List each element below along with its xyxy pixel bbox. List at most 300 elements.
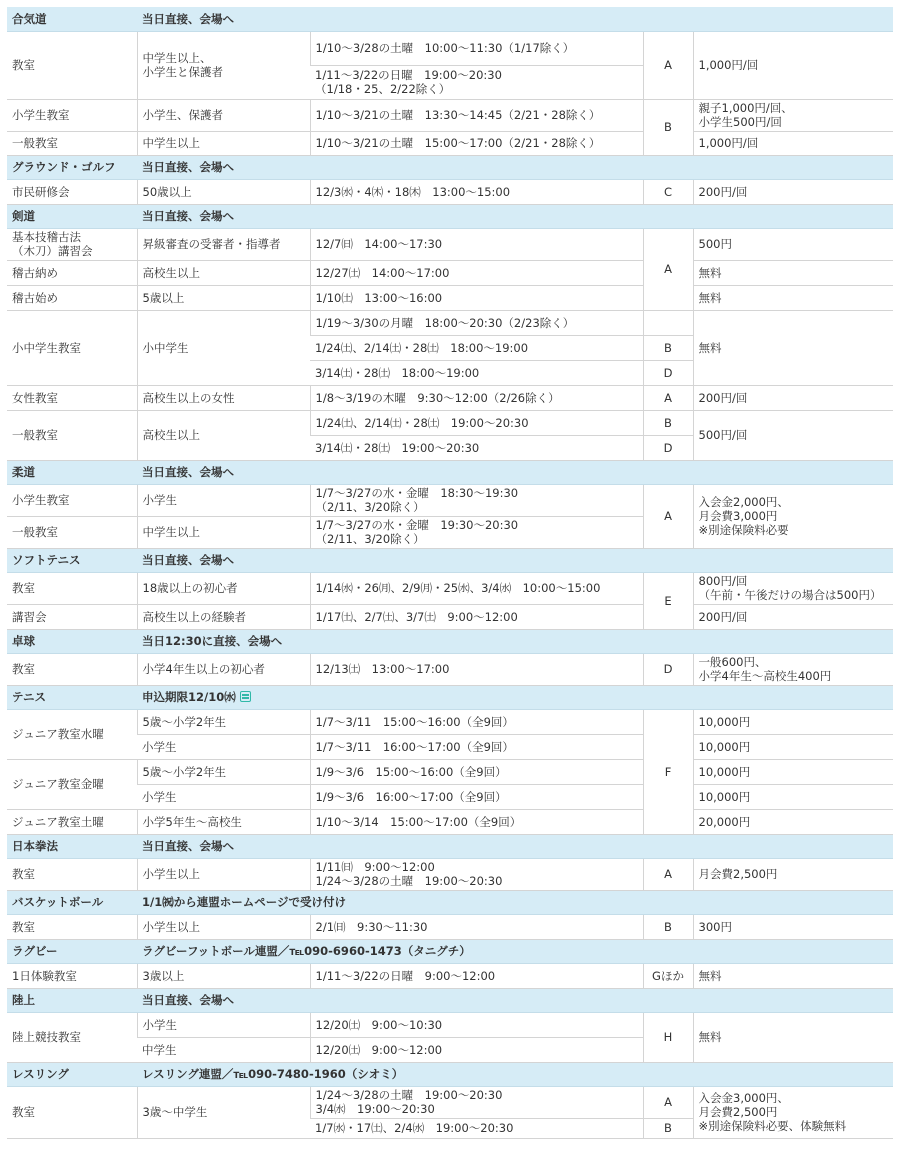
cell-text: 1/7～3/11 15:00～16:00（全9回） [315, 714, 514, 729]
table-cell [310, 759, 643, 784]
cell-text: 稽古納め [12, 265, 58, 280]
cell-text: B [664, 120, 672, 134]
cell-text: 当日直接、会場へ [142, 160, 234, 174]
section-title [7, 7, 137, 31]
cell-text: A [664, 509, 672, 523]
section-info [137, 834, 893, 858]
section-header-row [7, 204, 893, 228]
section-header-row [7, 629, 893, 653]
cell-text: 陸上競技教室 [12, 1030, 81, 1044]
cell-text: 1/7～3/27の水・金曜 19:30～20:30 [315, 518, 519, 532]
cell-text: 1/24～3/28の土曜 19:00～20:30 [315, 1088, 503, 1102]
table-cell [643, 228, 693, 310]
cell-text: 12/27㈯ 14:00～17:00 [315, 265, 450, 280]
table-row [7, 709, 893, 734]
table-cell [310, 572, 643, 604]
cell-text: 1/11～3/22の日曜 9:00～12:00 [315, 968, 496, 983]
table-cell [310, 435, 643, 460]
cell-text: B [664, 340, 672, 355]
cell-text: 1/19～3/30の月曜 18:00～20:30（2/23除く） [315, 315, 575, 330]
cell-text: D [663, 662, 673, 676]
cell-text: 当日直接、会場へ [142, 465, 234, 479]
cell-text: A [664, 867, 672, 881]
table-row [7, 285, 893, 310]
table-cell [137, 310, 310, 385]
table-row [7, 1012, 893, 1037]
table-cell [643, 858, 693, 890]
table-row [7, 1086, 893, 1118]
section-header-row [7, 685, 893, 709]
section-info [137, 155, 893, 179]
cell-text: 200円/回 [698, 184, 748, 199]
table-cell [310, 65, 643, 99]
table-cell [693, 963, 893, 988]
cell-text: 講習会 [12, 609, 47, 624]
section-info [137, 629, 893, 653]
cell-text: 12/3㈬・4㈭・18㈭ 13:00～15:00 [315, 184, 511, 199]
cell-text: 教室 [12, 1105, 35, 1119]
table-cell [693, 604, 893, 629]
cell-text: 月会費2,500円 [698, 867, 778, 881]
table-cell [310, 131, 643, 155]
cell-text: ラグビーフットボール連盟／℡090-6960-1473（タニグチ） [142, 944, 471, 958]
cell-text: 合気道 [12, 11, 47, 26]
section-info [137, 7, 893, 31]
cell-text: 20,000円 [698, 814, 751, 829]
table-cell [693, 179, 893, 204]
cell-text: 5歳～小学2年生 [142, 764, 227, 779]
section-header-row [7, 939, 893, 963]
table-cell [137, 963, 310, 988]
table-cell [137, 1012, 310, 1037]
cell-text: 月会費3,000円 [698, 509, 778, 523]
cell-text: 1/24㈯、2/14㈯・28㈯ 19:00～20:30 [315, 415, 529, 430]
cell-text: ジュニア教室金曜 [12, 777, 104, 791]
cell-text: 小学生 [142, 789, 177, 804]
table-cell [310, 335, 643, 360]
cell-text: 1/24㈯、2/14㈯・28㈯ 18:00～19:00 [315, 340, 529, 355]
table-cell [643, 31, 693, 99]
cell-text: B [664, 919, 672, 934]
cell-text: 1/1㈷から連盟ホームページで受け付け [142, 895, 346, 909]
cell-text: 3/14㈯・28㈯ 19:00～20:30 [315, 440, 480, 455]
cell-text: 中学生 [142, 1042, 177, 1057]
cell-text: B [664, 415, 672, 430]
cell-text: 1,000円/回 [698, 136, 759, 150]
cell-text: 1/10～3/21の土曜 15:00～17:00（2/21・28除く） [315, 136, 601, 150]
table-cell [137, 131, 310, 155]
table-cell [137, 179, 310, 204]
section-header-row [7, 988, 893, 1012]
table-cell [643, 653, 693, 685]
section-header-row [7, 834, 893, 858]
cell-text: （2/11、3/20除く） [315, 532, 425, 546]
cell-text: 陸上 [12, 993, 35, 1007]
cell-text: 剣道 [12, 209, 35, 223]
cell-text: C [663, 184, 673, 199]
cell-text: 教室 [12, 58, 35, 72]
cell-text: 中学生以上 [142, 525, 200, 539]
table-cell [643, 572, 693, 629]
cell-text: 小学4年生以上の初心者 [142, 662, 265, 676]
cell-text: 1/17㈯、2/7㈯、3/7㈯ 9:00～12:00 [315, 609, 518, 624]
table-cell [7, 516, 137, 548]
table-cell [7, 709, 137, 759]
cell-text: 女性教室 [12, 390, 58, 405]
table-cell [693, 410, 893, 460]
cell-text: 無料 [698, 265, 722, 280]
table-row [7, 858, 893, 890]
table-cell [310, 1012, 643, 1037]
cell-text: 500円/回 [698, 428, 748, 442]
cell-text: 1/7㈬・17㈯、2/4㈬ 19:00～20:30 [315, 1121, 514, 1135]
table-cell [137, 516, 310, 548]
table-cell [310, 963, 643, 988]
table-cell [310, 31, 643, 65]
table-cell [310, 179, 643, 204]
table-cell [137, 1086, 310, 1138]
cell-text: 一般教室 [12, 525, 58, 539]
cell-text: 12/20㈯ 9:00～12:00 [315, 1042, 443, 1057]
table-cell [310, 385, 643, 410]
cell-text: 柔道 [12, 465, 35, 479]
cell-text: ソフトテニス [12, 553, 81, 567]
cell-text: 無料 [698, 968, 722, 983]
cell-text: ※別途保険料必要、体験無料 [698, 1119, 847, 1133]
table-row [7, 734, 893, 759]
cell-text: 教室 [12, 581, 35, 595]
cell-text: 800円/回 [698, 574, 748, 588]
table-cell [137, 31, 310, 99]
table-cell [643, 310, 693, 335]
section-title [7, 890, 137, 914]
table-cell [643, 410, 693, 435]
table-cell [7, 1012, 137, 1062]
cell-text: 5歳以上 [142, 290, 185, 305]
table-cell [7, 179, 137, 204]
table-cell [7, 285, 137, 310]
cell-text: 1日体験教室 [12, 968, 77, 983]
cell-text: レスリング連盟／℡090-7480-1960（シオミ） [142, 1067, 404, 1081]
cell-text: 小学生以上 [142, 867, 200, 881]
table-row [7, 809, 893, 834]
cell-text: 昇級審査の受審者・指導者 [142, 237, 281, 251]
table-cell [7, 963, 137, 988]
cell-text: H [663, 1030, 673, 1044]
table-cell [310, 1118, 643, 1138]
section-title [7, 834, 137, 858]
cell-text: 1,000円/回 [698, 58, 759, 72]
table-row [7, 179, 893, 204]
table-cell [643, 1086, 693, 1118]
cell-text: 3歳～中学生 [142, 1105, 208, 1119]
cell-text: 月会費2,500円 [698, 1105, 778, 1119]
table-cell [7, 260, 137, 285]
section-title [7, 988, 137, 1012]
table-cell [693, 858, 893, 890]
table-cell [137, 709, 310, 734]
table-cell [137, 653, 310, 685]
table-cell [310, 734, 643, 759]
table-cell [137, 604, 310, 629]
table-cell [137, 228, 310, 260]
cell-text: A [664, 390, 672, 405]
cell-text: 教室 [12, 662, 35, 676]
cell-text: 10,000円 [698, 764, 751, 779]
table-cell [7, 99, 137, 131]
cell-text: 一般600円、 [698, 655, 767, 669]
cell-text: 10,000円 [698, 739, 751, 754]
cell-text: レスリング [12, 1067, 69, 1081]
table-cell [7, 385, 137, 410]
cell-text: グラウンド・ゴルフ [12, 160, 116, 174]
cell-text: B [664, 1121, 672, 1135]
table-cell [310, 1037, 643, 1062]
cell-text: 稽古始め [12, 290, 58, 305]
cell-text: 申込期限12/10㈬ [142, 690, 236, 704]
table-cell [693, 759, 893, 784]
table-cell [310, 914, 643, 939]
table-cell [7, 572, 137, 604]
cell-text: （1/18・25、2/22除く） [315, 82, 451, 96]
section-info [137, 460, 893, 484]
table-row [7, 385, 893, 410]
table-cell [310, 285, 643, 310]
section-header-row [7, 7, 893, 31]
cell-text: 高校生以上 [142, 265, 200, 280]
table-cell [137, 734, 310, 759]
cell-text: A [664, 1095, 672, 1109]
table-cell [693, 310, 893, 385]
cell-text: E [664, 593, 672, 608]
table-row [7, 31, 893, 65]
section-title [7, 939, 137, 963]
table-cell [310, 653, 643, 685]
table-cell [693, 784, 893, 809]
table-cell [693, 99, 893, 131]
cell-text: 小学5年生～高校生 [142, 814, 242, 829]
cell-text: 教室 [12, 867, 35, 881]
cell-text: 卓球 [12, 634, 35, 648]
table-row [7, 410, 893, 435]
table-cell [643, 1012, 693, 1062]
table-cell [643, 914, 693, 939]
cell-text: 高校生以上 [142, 428, 200, 442]
cell-text: 教室 [12, 919, 35, 934]
table-cell [7, 914, 137, 939]
table-row [7, 99, 893, 131]
cell-text: 当日12:30に直接、会場へ [142, 634, 283, 648]
cell-text: ラグビー [12, 944, 58, 958]
cell-text: 小中学生 [142, 340, 189, 355]
cell-text: 12/7㈰ 14:00～17:30 [315, 237, 443, 251]
cell-text: 10,000円 [698, 789, 751, 804]
cell-text: 300円 [698, 919, 732, 934]
cell-text: 18歳以上の初心者 [142, 581, 238, 595]
cell-text: 当日直接、会場へ [142, 209, 234, 223]
table-cell [137, 858, 310, 890]
table-row [7, 484, 893, 516]
table-cell [693, 484, 893, 548]
section-title [7, 460, 137, 484]
cell-text: 1/9～3/6 16:00～17:00（全9回） [315, 789, 507, 804]
cell-text: 高校生以上の女性 [142, 390, 235, 405]
table-cell [137, 809, 310, 834]
table-cell [7, 809, 137, 834]
cell-text: 50歳以上 [142, 184, 192, 199]
table-cell [310, 516, 643, 548]
table-cell [643, 435, 693, 460]
section-info [137, 890, 893, 914]
cell-text: 12/20㈯ 9:00～10:30 [315, 1017, 443, 1032]
cell-text: 12/13㈯ 13:00～17:00 [315, 662, 450, 676]
cell-text: 3/4㈬ 19:00～20:30 [315, 1102, 435, 1116]
table-cell [693, 285, 893, 310]
table-cell [693, 709, 893, 734]
cell-text: 小学生と保護者 [142, 65, 223, 79]
table-row [7, 604, 893, 629]
cell-text: 1/14㈬・26㈪、2/9㈪・25㈬、3/4㈬ 10:00～15:00 [315, 581, 601, 595]
table-cell [7, 31, 137, 99]
cell-text: 1/10～3/14 15:00～17:00（全9回） [315, 814, 522, 829]
table-cell [7, 228, 137, 260]
cell-text: 無料 [698, 290, 722, 305]
section-info [137, 204, 893, 228]
cell-text: ジュニア教室水曜 [12, 727, 104, 741]
cell-text: （午前・午後だけの場合は500円） [698, 588, 882, 602]
cell-text: テニス [12, 690, 47, 704]
table-cell [137, 260, 310, 285]
table-row [7, 914, 893, 939]
cell-text: Gほか [652, 968, 684, 983]
cell-text: ジュニア教室土曜 [12, 814, 104, 829]
cell-text: 2/1㈰ 9:30～11:30 [315, 919, 428, 934]
cell-text: D [663, 440, 673, 455]
table-cell [7, 759, 137, 809]
table-cell [310, 858, 643, 890]
cell-text: 小学生以上 [142, 919, 200, 934]
table-row [7, 310, 893, 335]
cell-text: 5歳～小学2年生 [142, 714, 227, 729]
cell-text: 中学生以上 [142, 136, 200, 150]
section-info [137, 1062, 893, 1086]
application-icon [240, 691, 251, 702]
table-cell [693, 31, 893, 99]
cell-text: 1/9～3/6 15:00～16:00（全9回） [315, 764, 507, 779]
table-cell [137, 410, 310, 460]
table-cell [137, 1037, 310, 1062]
cell-text: 市民研修会 [12, 184, 70, 199]
section-info [137, 685, 893, 709]
section-title [7, 548, 137, 572]
table-cell [643, 335, 693, 360]
cell-text: 200円/回 [698, 390, 748, 405]
table-cell [693, 653, 893, 685]
section-header-row [7, 548, 893, 572]
section-title [7, 155, 137, 179]
cell-text: 500円 [698, 237, 732, 251]
table-cell [310, 484, 643, 516]
table-cell [310, 809, 643, 834]
table-cell [7, 484, 137, 516]
cell-text: 1/24～3/28の土曜 19:00～20:30 [315, 874, 503, 888]
table-cell [643, 179, 693, 204]
table-cell [310, 228, 643, 260]
table-cell [7, 1086, 137, 1138]
table-cell [310, 1086, 643, 1118]
table-cell [693, 1086, 893, 1138]
cell-text: 1/7～3/11 16:00～17:00（全9回） [315, 739, 514, 754]
cell-text: 1/10～3/28の土曜 10:00～11:30（1/17除く） [315, 41, 575, 55]
cell-text: 10,000円 [698, 714, 751, 729]
table-cell [693, 914, 893, 939]
section-header-row [7, 155, 893, 179]
cell-text: 基本技稽古法 [12, 230, 81, 244]
table-cell [310, 360, 643, 385]
cell-text: 中学生以上、 [142, 51, 212, 65]
table-cell [310, 709, 643, 734]
cell-text: 小学4年生～高校生400円 [698, 669, 832, 683]
table-cell [643, 484, 693, 548]
table-cell [7, 410, 137, 460]
cell-text: 小学生 [142, 739, 177, 754]
cell-text: 小学生500円/回 [698, 115, 782, 129]
cell-text: 一般教室 [12, 136, 58, 150]
cell-text: 無料 [698, 1030, 722, 1044]
table-cell [693, 809, 893, 834]
table-cell [310, 784, 643, 809]
section-info [137, 939, 893, 963]
section-info [137, 548, 893, 572]
cell-text: 親子1,000円/回、 [698, 101, 793, 115]
table-cell [310, 99, 643, 131]
table-cell [137, 385, 310, 410]
table-cell [643, 1118, 693, 1138]
cell-text: 日本拳法 [12, 839, 58, 853]
cell-text: 高校生以上の経験者 [142, 609, 246, 624]
cell-text: 小学生教室 [12, 108, 70, 122]
table-row [7, 963, 893, 988]
section-title [7, 204, 137, 228]
cell-text: 当日直接、会場へ [142, 839, 234, 853]
cell-text: 1/11～3/22の日曜 19:00～20:30 [315, 68, 502, 82]
cell-text: 小学生教室 [12, 493, 70, 507]
table-cell [7, 604, 137, 629]
table-cell [137, 759, 310, 784]
cell-text: 当日直接、会場へ [142, 553, 234, 567]
table-cell [137, 484, 310, 516]
table-cell [693, 572, 893, 604]
section-title [7, 629, 137, 653]
cell-text: バスケットボール [12, 895, 104, 909]
cell-text: 1/8～3/19の木曜 9:30～12:00（2/26除く） [315, 390, 560, 405]
cell-text: 3/14㈯・28㈯ 18:00～19:00 [315, 365, 480, 380]
table-row [7, 260, 893, 285]
table-cell [643, 963, 693, 988]
section-info [137, 988, 893, 1012]
cell-text: 小学生 [142, 1017, 177, 1032]
table-cell [693, 1012, 893, 1062]
cell-text: F [664, 764, 672, 779]
section-title [7, 685, 137, 709]
table-cell [693, 260, 893, 285]
table-row [7, 784, 893, 809]
cell-text: A [664, 58, 672, 72]
table-cell [310, 410, 643, 435]
table-cell [693, 385, 893, 410]
cell-text: （2/11、3/20除く） [315, 500, 425, 514]
table-cell [137, 285, 310, 310]
